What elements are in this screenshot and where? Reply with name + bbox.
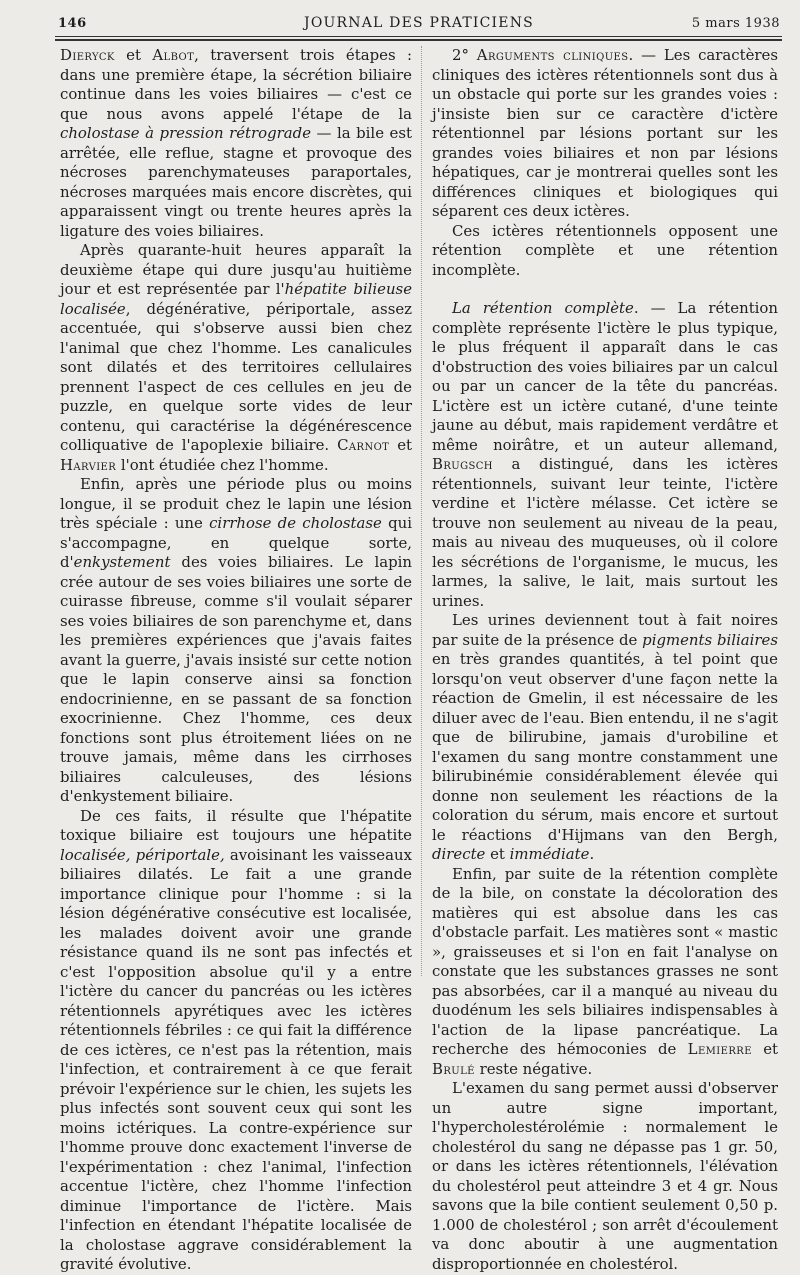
- paragraph: Après quarante-huit heures apparaît la deuxième étape qui dure jusqu'au huitième jour et est représentée par l'hépatite bilieuse localisée, dégénérative, périportale, assez accentuée, qui s'observe aussi bien chez l'animal que chez l'homme. Les canalicules sont dilatés et des territoires cellulaires prennent l'aspect de ces cellules en jeu de puzzle, en quelque sorte vides de leur contenu, qui caractérise la dégénérescence colliquative de l'apoplexie biliaire. Carnot et Harvier l'ont étudiée chez l'homme.: [60, 241, 413, 474]
- author-name: Harvier: [60, 455, 117, 474]
- right-column: [432, 46, 778, 1274]
- page-number: 146: [58, 16, 87, 31]
- italic-term: localisée, périportale,: [60, 845, 225, 864]
- paragraph: L'examen du sang permet aussi d'observer un autre signe important, l'hypercholestérolémie : normalement le cholestérol du sang ne dépasse pas 1 gr. 50, or dans les ictères rétentionnels, l'élévation du cholestérol peut atteindre 3 et 4 gr. Nous savons que la bile contient seulement 0,50 p. 1.000 de cholestérol ; son arrêt d'écoulement va donc aboutir à une augmentation disproportionnée en cholestérol.: [432, 1079, 778, 1273]
- paragraph: Dieryck et Albot, traversent trois étapes : dans une première étape, la sécrétion biliaire continue dans les voies biliaires — c'est ce que nous avons appelé l'étape de la cholostase à pression rétrograde — la bile est arrêtée, elle reflue, stagne et provoque des nécroses parenchymateuses paraportales, nécroses marquées mais encore discrètes, qui apparaissent vingt ou trente heures après la ligature des voies biliaires.: [60, 46, 413, 240]
- author-name: Dieryck: [60, 46, 115, 64]
- italic-term: pigments biliaires: [642, 630, 778, 649]
- author-name: Albot: [152, 46, 195, 64]
- left-column: [60, 46, 412, 1275]
- section-paragraph: 2° Arguments cliniques. — Les caractères cliniques des ictères rétentionnels sont dus à un obstacle qui porte sur les grandes voies : j'insiste bien sur ce caractère d'ictère rétentionnel par lésions portant sur les grandes voies biliaires et non par lésions hépatiques, car je montrerai quelles sont les différences cliniques et biologiques qui séparent ces deux ictères.: [432, 46, 778, 220]
- paragraph: Enfin, par suite de la rétention complète de la bile, on constate la décoloration des matières qui est absolue dans les cas d'obstacle parfait. Les matières sont « mastic », graisseuses et si l'on en fait l'analyse on constate que les substances grasses ne sont pas absorbées, car il a manqué au niveau du duodénum les sels biliaires indispensables à l'action de la lipase pancréatique. La recherche des hémoconies de Lemierre et Brulé reste négative.: [432, 864, 778, 1078]
- section-heading: Arguments cliniques: [476, 46, 629, 64]
- italic-term: directe: [432, 845, 486, 863]
- author-name: Brulé: [432, 1059, 475, 1078]
- paragraph: De ces faits, il résulte que l'hépatite toxique biliaire est toujours une hépatite localisée, périportale, avoisinant les vaisseaux biliaires dilatés. Le fait a une grande importance clinique pour l'homme : si la lésion dégénérative consécutive est localisée, les malades doivent avoir une grande résistance quand ils ne sont pas infectés et c'est l'opposition absolue qu'il y a entre l'ictère du cancer du pancréas ou les ictères rétentionnels apyrétiques avec les ictères rétentionnels fébriles : ce qui fait la différence de ces ictères, ce n'est pas la rétention, mais l'infection, et contrairement à ce que ferait prévoir l'expérience sur le chien, les sujets les plus infectés sont souvent ceux qui sont les moins ictériques. La contre-expérience sur l'homme prouve donc exactement l'inverse de l'expérimentation : chez l'animal, l'infection accentue l'ictère, chez l'homme l'infection diminue l'importance de l'ictère. Mais l'infection en étendant l'hépatite localisée de la cholostase aggrave considérablement la gravité évolutive.: [60, 806, 412, 1273]
- header-rule-thick: [55, 39, 782, 41]
- paragraph: Ces ictères rétentionnels opposent une rétention complète et une rétention incomplète.: [432, 221, 778, 279]
- italic-term: enkystement: [73, 553, 171, 571]
- author-name: Lemierre: [687, 1040, 752, 1058]
- italic-term: cholostase à pression rétrograde: [60, 124, 311, 142]
- subsection-heading: La rétention complète: [452, 299, 634, 317]
- italic-term: cirrhose de cholostase: [209, 514, 382, 532]
- journal-title: JOURNAL DES PRATICIENS: [304, 15, 534, 31]
- italic-term: hépatite bilieuse localisée: [60, 280, 413, 318]
- author-name: Brugsch: [432, 455, 493, 473]
- subsection-paragraph: La rétention complète. — La rétention complète représente l'ictère le plus typique, le plus fréquent il apparaît dans le cas d'obstruction des voies biliaires par un calcul ou par un cancer de la tête du pancréas. L'ictère est un ictère cutané, d'une teinte jaune au début, mais rapidement verdâtre et même noirâtre, et un auteur allemand, Brugsch a distingué, dans les ictères rétentionnels, suivant leur teinte, l'ictère verdine et l'ictère mélasse. Cet ictère se trouve non seulement au niveau de la peau, mais au niveau des muqueuses, où il colore les sécrétions de l'organisme, le mucus, les larmes, la salive, le lait, mais surtout les urines.: [432, 299, 778, 610]
- running-header: [58, 12, 780, 36]
- paragraph-gap: [432, 280, 778, 299]
- italic-term: immédiate: [509, 845, 590, 863]
- column-divider: [421, 46, 422, 976]
- paragraph: Enfin, après une période plus ou moins longue, il se produit chez le lapin une lésion très spéciale : une cirrhose de cholostase qui s'accompagne, en quelque sorte, d'enkystement des voies biliaires. Le lapin crée autour de ses voies biliaires une sorte de cuirasse fibreuse, comme s'il voulait séparer ses voies biliaires de son parenchyme et, dans les premières expériences que j'avais faites avant la guerre, j'avais insisté sur cette notion que le lapin conserve ainsi sa fonction endocrinienne, en se passant de sa fonction exocrinienne. Chez l'homme, ces deux fonctions sont plus étroitement liées on ne trouve jamais, même dans les cirrhoses biliaires calculeuses, des lésions d'enkystement biliaire.: [60, 475, 412, 805]
- issue-date: 5 mars 1938: [691, 16, 780, 31]
- paragraph: Les urines deviennent tout à fait noires par suite de la présence de pigments biliaires en très grandes quantités, à tel point que lorsqu'on veut observer d'une façon nette la réaction de Gmelin, il est nécessaire de les diluer avec de l'eau. Bien entendu, il ne s'agit que de bilirubine, jamais d'urobiline et l'examen du sang montre constamment une bilirubinémie considérablement élevée qui donne non seulement les réactions de la coloration du sérum, mais encore et surtout le réactions d'Hijmans van den Bergh, directe et immédiate.: [432, 611, 778, 863]
- header-rule-thin: [55, 36, 782, 37]
- author-name: Carnot: [337, 436, 390, 454]
